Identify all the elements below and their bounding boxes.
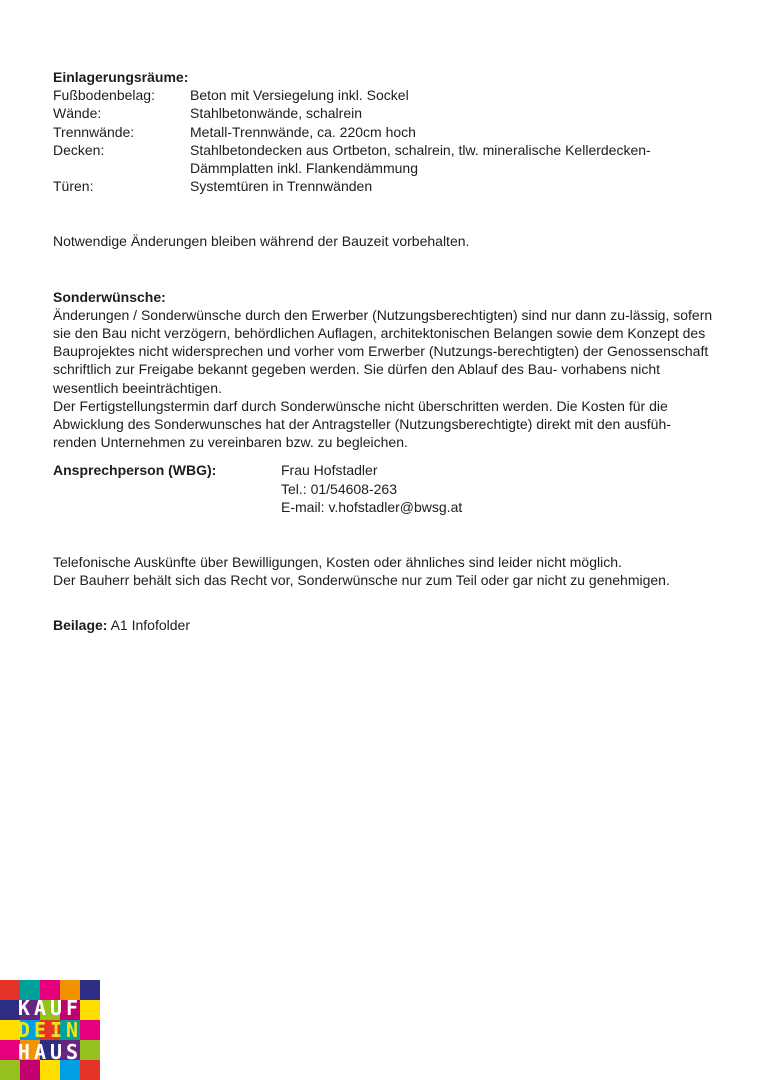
logo-line: DEIN — [17, 1018, 83, 1042]
spec-label: Wände: — [53, 105, 102, 122]
spec-value: Stahlbetondecken aus Ortbeton, schalrein, tlw. mineralische Kellerdecken-Dämmplatten inkl. Flankendämmung — [190, 141, 651, 177]
storage-heading: Einlagerungsräume: — [53, 69, 189, 85]
info-section — [53, 553, 713, 589]
changes-note: Notwendige Änderungen bleiben während der Bauzeit vorbehalten. — [53, 233, 470, 250]
spec-row-doors — [53, 177, 713, 195]
info-line: Telefonische Auskünfte über Bewilligungen, Kosten oder ähnliches sind leider nicht möglich. — [53, 554, 622, 571]
special-requests-paragraph: Änderungen / Sonderwünsche durch den Erwerber (Nutzungsberechtigten) sind nur dann zu-lässig, sofern sie den Bau nicht verzögern, behördlichen Auflagen, architektonischen Belangen sowie dem Konzept des Bauprojektes nicht widersprechen und vorher vom Erwerber (Nutzungs-berechtigten) der Genossenschaft schriftlich zur Freigabe bekannt gegeben werden. Sie dürfen den Ablauf des Bau- vorhabens nicht wesentlich beeinträchtigen. — [53, 306, 713, 396]
document-page — [53, 68, 713, 635]
completion-paragraph: Der Fertigstellungstermin darf durch Sonderwünsche nicht überschritten werden. Die Kosten für die Abwicklung des Sonderwunsches hat der Antragsteller (Nutzungsberechtigte) direkt mit den ausfüh- renden Unternehmen zu vereinbaren bzw. zu begleichen. — [53, 397, 671, 451]
info-line: Der Bauherr behält sich das Recht vor, Sonderwünsche nur zum Teil oder gar nicht zu genehmigen. — [53, 572, 670, 589]
spec-row-partitions — [53, 123, 713, 141]
contact-block — [53, 461, 713, 516]
spec-value: Metall-Trennwände, ca. 220cm hoch — [190, 123, 416, 140]
storage-section — [53, 68, 713, 195]
kauf-dein-haus-logo — [0, 980, 100, 1080]
spec-value: Stahlbetonwände, schalrein — [190, 105, 363, 122]
spec-value: Systemtüren in Trennwänden — [190, 178, 373, 195]
contact-details — [281, 461, 462, 516]
spec-label: Fußbodenbelag: — [53, 87, 155, 104]
spec-label: Trennwände: — [53, 123, 135, 140]
logo-line: KAUF — [17, 996, 83, 1020]
contact-label: Ansprechperson (WBG): — [53, 462, 217, 479]
logo-line: HAUS — [17, 1040, 83, 1064]
contact-phone: Tel.: 01/54608-263 — [281, 480, 397, 497]
special-requests-heading: Sonderwünsche: — [53, 288, 166, 305]
attachment-line — [53, 616, 713, 634]
attachment-value: A1 Infofolder — [110, 617, 190, 634]
spec-row-walls — [53, 104, 713, 122]
attachment-label: Beilage: — [53, 617, 108, 634]
spec-label: Türen: — [53, 178, 94, 195]
spec-value: Beton mit Versiegelung inkl. Sockel — [190, 87, 409, 104]
special-requests-section — [53, 288, 713, 452]
contact-email: E-mail: v.hofstadler@bwsg.at — [281, 498, 463, 515]
logo-wordmark — [0, 980, 100, 1080]
spec-row-ceilings — [53, 141, 713, 177]
spec-label: Decken: — [53, 141, 105, 158]
spec-row-floor — [53, 86, 713, 104]
contact-name: Frau Hofstadler — [281, 462, 378, 479]
